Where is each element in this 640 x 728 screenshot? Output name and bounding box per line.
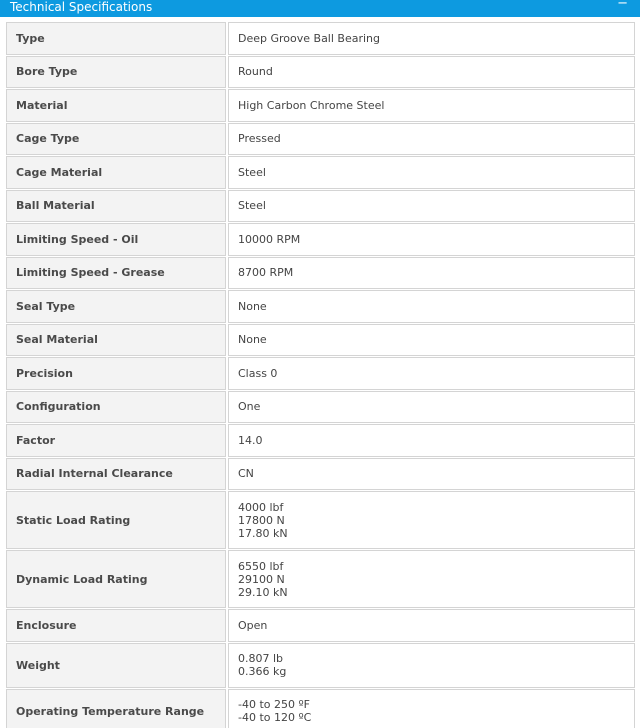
spec-row	[6, 689, 635, 728]
spec-value-line: 29.10 kN	[238, 585, 288, 599]
spec-label: Bore Type	[6, 56, 226, 89]
spec-value-line: Class 0	[238, 366, 278, 380]
spec-value-line: -40 to 120 ºC	[238, 711, 312, 724]
spec-value-line: High Carbon Chrome Steel	[238, 98, 385, 112]
spec-value-line: None	[238, 299, 267, 313]
spec-label: Precision	[6, 357, 226, 390]
spec-value	[228, 156, 635, 189]
spec-value	[228, 123, 635, 156]
spec-label: Weight	[6, 643, 226, 688]
spec-row	[6, 458, 635, 491]
spec-row	[6, 56, 635, 89]
spec-value	[228, 491, 635, 549]
spec-row	[6, 391, 635, 424]
spec-label: Configuration	[6, 391, 226, 424]
spec-value	[228, 357, 635, 390]
spec-row	[6, 290, 635, 323]
spec-label: Material	[6, 89, 226, 122]
spec-value	[228, 424, 635, 457]
spec-row	[6, 22, 635, 55]
spec-value-line: 14.0	[238, 433, 263, 447]
spec-label: Radial Internal Clearance	[6, 458, 226, 491]
spec-label: Cage Material	[6, 156, 226, 189]
spec-value	[228, 458, 635, 491]
spec-table	[4, 21, 637, 728]
spec-value-line: Steel	[238, 199, 266, 213]
spec-label: Cage Type	[6, 123, 226, 156]
spec-value	[228, 190, 635, 223]
spec-row	[6, 223, 635, 256]
spec-table-wrapper	[0, 17, 640, 728]
spec-value	[228, 257, 635, 290]
spec-label: Seal Type	[6, 290, 226, 323]
spec-label: Enclosure	[6, 609, 226, 642]
spec-value	[228, 56, 635, 89]
panel-title: Technical Specifications	[10, 0, 153, 14]
spec-value	[228, 223, 635, 256]
spec-value-line: Steel	[238, 165, 266, 179]
spec-label: Factor	[6, 424, 226, 457]
spec-value-line: One	[238, 400, 261, 414]
spec-table-body	[6, 22, 635, 728]
spec-label: Operating Temperature Range	[6, 689, 226, 728]
spec-label: Dynamic Load Rating	[6, 550, 226, 608]
spec-row	[6, 491, 635, 549]
spec-row	[6, 123, 635, 156]
spec-row	[6, 609, 635, 642]
spec-row	[6, 357, 635, 390]
spec-value-line: 0.807 lb	[238, 652, 284, 665]
spec-value-line: -40 to 250 ºF	[238, 698, 311, 711]
spec-row	[6, 190, 635, 223]
spec-label: Type	[6, 22, 226, 55]
spec-value	[228, 391, 635, 424]
spec-row	[6, 156, 635, 189]
spec-value-line: 29100 N	[238, 572, 285, 586]
spec-row	[6, 643, 635, 688]
spec-value-line: 17.80 kN	[238, 526, 288, 540]
spec-row	[6, 424, 635, 457]
spec-row	[6, 89, 635, 122]
spec-label: Seal Material	[6, 324, 226, 357]
spec-value-line: 4000 lbf	[238, 500, 284, 514]
spec-value-line: 0.366 kg	[238, 665, 287, 678]
spec-value-line: Round	[238, 65, 273, 79]
spec-value	[228, 290, 635, 323]
panel-header[interactable]	[0, 0, 640, 17]
spec-label: Ball Material	[6, 190, 226, 223]
spec-value-line: 17800 N	[238, 513, 285, 527]
spec-value	[228, 643, 635, 688]
collapse-icon[interactable]: −	[617, 0, 628, 11]
spec-label: Limiting Speed - Grease	[6, 257, 226, 290]
spec-row	[6, 257, 635, 290]
spec-value-line: 8700 RPM	[238, 266, 294, 280]
spec-value	[228, 89, 635, 122]
spec-value	[228, 609, 635, 642]
spec-value-line: 10000 RPM	[238, 232, 301, 246]
spec-value	[228, 324, 635, 357]
spec-value-line: CN	[238, 467, 254, 481]
spec-value-line: None	[238, 333, 267, 347]
spec-label: Limiting Speed - Oil	[6, 223, 226, 256]
spec-row	[6, 324, 635, 357]
spec-value-line: Open	[238, 618, 268, 632]
spec-row	[6, 550, 635, 608]
spec-value-line: 6550 lbf	[238, 559, 284, 573]
spec-value-line: Pressed	[238, 132, 281, 146]
spec-value	[228, 550, 635, 608]
spec-label: Static Load Rating	[6, 491, 226, 549]
spec-value	[228, 689, 635, 728]
spec-value-line: Deep Groove Ball Bearing	[238, 31, 381, 45]
spec-value	[228, 22, 635, 55]
